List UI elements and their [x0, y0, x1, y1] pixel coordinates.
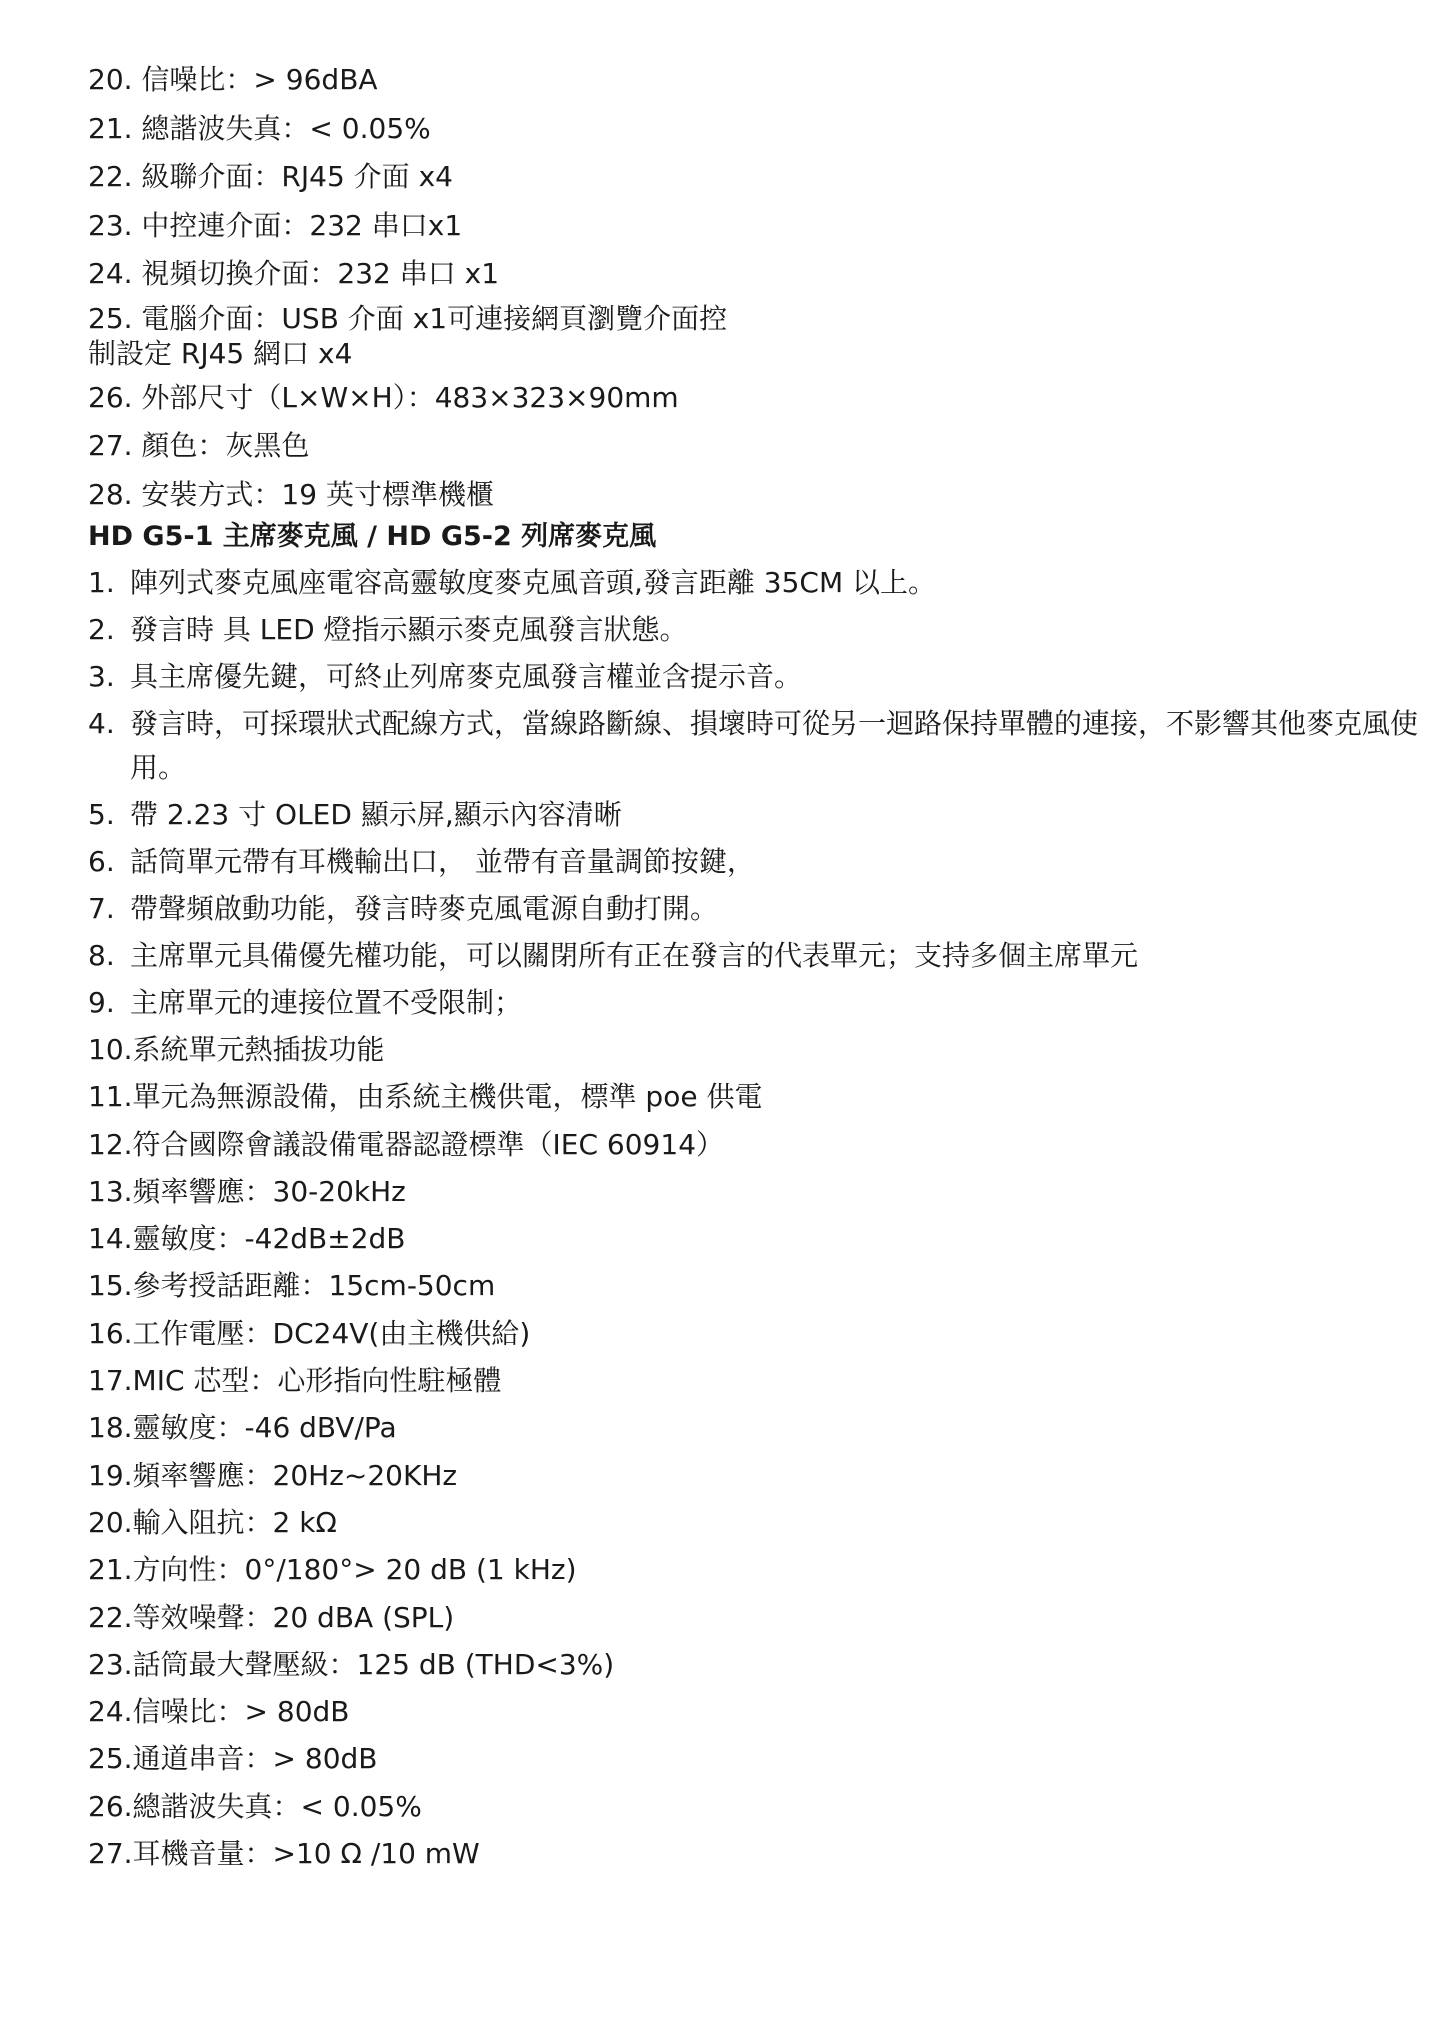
list-number: 3.	[88, 660, 115, 693]
list-number: 9.	[88, 986, 115, 1019]
list-text: 具主席優先鍵，可終止列席麥克風發言權並含提示音。	[130, 660, 803, 693]
list-text: 帶聲頻啟動功能，發言時麥克風電源自動打開。	[130, 892, 719, 925]
list-item	[88, 934, 1430, 978]
spec-item: 25. 電腦介面：USB 介面 x1可連接網頁瀏覽介面控制設定 RJ45 網口 x4	[88, 301, 728, 370]
spec-item: 12.符合國際會議設備電器認證標準（IEC 60914）	[88, 1127, 725, 1161]
spec-item: 24.信噪比：> 80dB	[88, 1695, 350, 1729]
spec-item: 21.方向性：0°/180°> 20 dB (1 kHz)	[88, 1553, 577, 1587]
spec-item: 11.單元為無源設備，由系統主機供電，標準 poe 供電	[88, 1080, 763, 1114]
spec-item: 18.靈敏度：-46 dBV/Pa	[88, 1411, 397, 1445]
list-text: 話筒單元帶有耳機輸出口， 並帶有音量調節按鍵，	[130, 845, 755, 878]
spec-list-controller	[88, 62, 1368, 513]
spec-item: 20.輸入阻抗：2 kΩ	[88, 1505, 337, 1539]
list-item	[88, 561, 1430, 605]
list-text: 帶 2.23 寸 OLED 顯示屏,顯示內容清晰	[130, 798, 622, 831]
spec-item: 21. 總諧波失真：< 0.05%	[88, 111, 431, 145]
spec-item: 27.耳機音量：>10 Ω /10 mW	[88, 1837, 480, 1871]
list-item	[88, 655, 1430, 699]
list-item	[88, 981, 1430, 1025]
list-number: 5.	[88, 798, 115, 831]
spec-item: 25.通道串音：> 80dB	[88, 1742, 378, 1776]
spec-item: 16.工作電壓：DC24V(由主機供給)	[88, 1316, 531, 1350]
spec-item: 14.靈敏度：-42dB±2dB	[88, 1222, 406, 1256]
list-text: 陣列式麥克風座電容高靈敏度麥克風音頭,發言距離 35CM 以上。	[130, 566, 937, 599]
list-number: 2.	[88, 613, 115, 646]
list-item	[88, 702, 1430, 790]
section-heading: HD G5-1 主席麥克風 / HD G5-2 列席麥克風	[88, 521, 657, 552]
spec-item: 27. 顏色：灰黑色	[88, 429, 310, 462]
spec-item: 23. 中控連介面：232 串口x1	[88, 208, 463, 242]
list-text: 發言時，可採環狀式配線方式，當線路斷線、損壞時可從另一迴路保持單體的連接，不影響其他麥克風使用。	[130, 707, 1419, 784]
spec-item: 22.等效噪聲：20 dBA (SPL)	[88, 1600, 455, 1634]
list-item	[88, 608, 1430, 652]
list-number: 4.	[88, 707, 115, 740]
spec-item: 17.MIC 芯型：心形指向性駐極體	[88, 1364, 502, 1398]
list-text: 主席單元的連接位置不受限制；	[130, 986, 523, 1019]
spec-item: 19.頻率響應：20Hz~20KHz	[88, 1458, 458, 1492]
spec-item: 13.頻率響應：30-20kHz	[88, 1174, 406, 1208]
spec-item: 20. 信噪比：> 96dBA	[88, 63, 378, 96]
spec-item: 28. 安裝方式：19 英寸標準機櫃	[88, 477, 494, 511]
spec-item: 10.系統單元熱插拔功能	[88, 1033, 385, 1066]
spec-item: 26. 外部尺寸（L×W×H）：483×323×90mm	[88, 380, 679, 414]
spec-item: 24. 視頻切換介面：232 串口 x1	[88, 257, 500, 290]
list-number: 8.	[88, 939, 115, 972]
spec-list-microphone	[88, 561, 1419, 1872]
list-item	[88, 840, 1430, 884]
spec-item: 26.總諧波失真：< 0.05%	[88, 1789, 422, 1823]
spec-item: 23.話筒最大聲壓級：125 dB (THD<3%)	[88, 1647, 615, 1681]
spec-item: 15.參考授話距離：15cm-50cm	[88, 1269, 496, 1303]
list-number: 1.	[88, 566, 115, 599]
list-text: 主席單元具備優先權功能，可以關閉所有正在發言的代表單元；支持多個主席單元	[130, 939, 1139, 972]
list-number: 7.	[88, 892, 115, 925]
list-number: 6.	[88, 845, 115, 878]
list-text: 發言時 具 LED 燈指示顯示麥克風發言狀態。	[130, 613, 688, 646]
list-item	[88, 793, 1430, 837]
document-body	[88, 62, 1419, 1883]
list-item	[88, 887, 1430, 931]
spec-item: 22. 級聯介面：RJ45 介面 x4	[88, 160, 453, 193]
